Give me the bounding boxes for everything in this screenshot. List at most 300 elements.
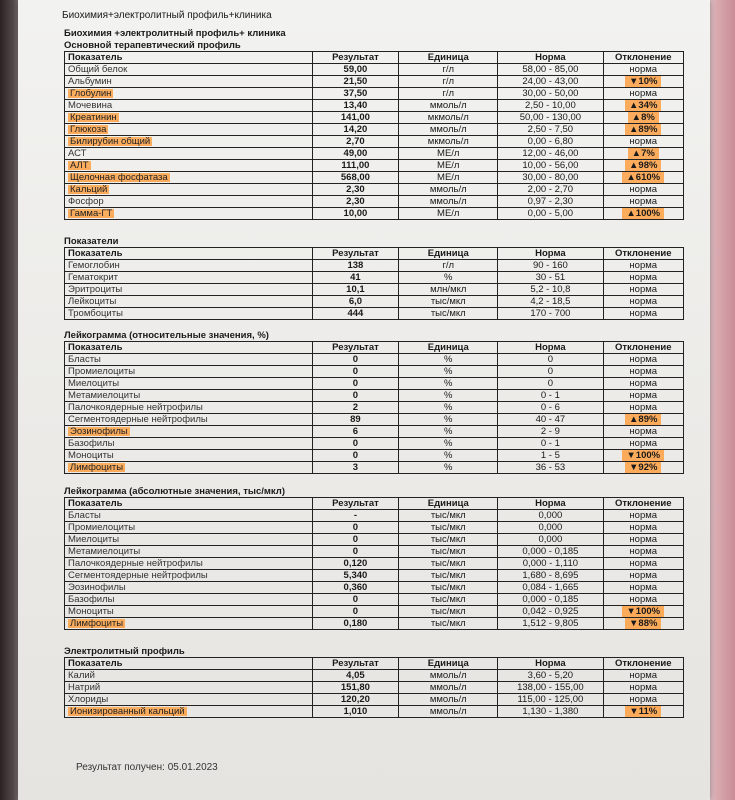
unit: ммоль/л <box>399 124 498 136</box>
deviation: норма <box>603 136 684 148</box>
table-row <box>65 438 684 450</box>
unit: ммоль/л <box>399 694 498 706</box>
reference-range: 40 - 47 <box>498 414 603 426</box>
unit: г/л <box>399 76 498 88</box>
reference-range: 4,2 - 18,5 <box>498 296 603 308</box>
document-sheet <box>18 0 710 800</box>
reference-range: 90 - 160 <box>498 260 603 272</box>
reference-range: 0,97 - 2,30 <box>498 196 603 208</box>
reference-range: 3,60 - 5,20 <box>498 670 603 682</box>
unit: МЕ/л <box>399 160 498 172</box>
table-row <box>65 112 684 124</box>
parameter-name: Эозинофилы <box>65 582 313 594</box>
column-header: Единица <box>399 52 498 64</box>
deviation: ▲100% <box>603 208 684 220</box>
table-row <box>65 522 684 534</box>
reference-range: 58,00 - 85,00 <box>498 64 603 76</box>
unit: тыс/мкл <box>399 522 498 534</box>
result-value: 0,360 <box>312 582 399 594</box>
column-header: Норма <box>498 658 603 670</box>
reference-range: 0,000 - 0,185 <box>498 594 603 606</box>
deviation: ▲98% <box>603 160 684 172</box>
result-value: 2,30 <box>312 196 399 208</box>
result-value: 0 <box>312 450 399 462</box>
reference-range: 36 - 53 <box>498 462 603 474</box>
result-value: 2 <box>312 402 399 414</box>
table-row <box>65 172 684 184</box>
column-header: Результат <box>312 498 399 510</box>
unit: мкмоль/л <box>399 136 498 148</box>
deviation: норма <box>603 570 684 582</box>
result-value: 0 <box>312 438 399 450</box>
page-title: Биохимия+электролитный профиль+клиника <box>62 10 272 21</box>
table-row <box>65 570 684 582</box>
deviation: норма <box>603 682 684 694</box>
parameter-name: Хлориды <box>65 694 313 706</box>
parameter-name: Лимфоциты <box>65 618 313 630</box>
reference-range: 0,00 - 6,80 <box>498 136 603 148</box>
unit: тыс/мкл <box>399 606 498 618</box>
parameter-name: Альбумин <box>65 76 313 88</box>
parameter-name: Кальций <box>65 184 313 196</box>
result-value: 111,00 <box>312 160 399 172</box>
deviation: норма <box>603 260 684 272</box>
reference-range: 0,000 - 1,110 <box>498 558 603 570</box>
table-row <box>65 450 684 462</box>
result-value: 138 <box>312 260 399 272</box>
unit: тыс/мкл <box>399 546 498 558</box>
table-row <box>65 510 684 522</box>
parameter-name: Промиелоциты <box>65 366 313 378</box>
parameter-name: Метамиелоциты <box>65 546 313 558</box>
result-value: 10,1 <box>312 284 399 296</box>
result-value: 0 <box>312 390 399 402</box>
results-table <box>64 247 684 320</box>
deviation: ▼92% <box>603 462 684 474</box>
reference-range: 1,130 - 1,380 <box>498 706 603 718</box>
unit: ммоль/л <box>399 670 498 682</box>
table-row <box>65 534 684 546</box>
table-row <box>65 582 684 594</box>
table-header-row <box>65 52 684 64</box>
reference-range: 0 - 6 <box>498 402 603 414</box>
reference-range: 115,00 - 125,00 <box>498 694 603 706</box>
table-row <box>65 694 684 706</box>
column-header: Отклонение <box>603 498 684 510</box>
deviation: ▲610% <box>603 172 684 184</box>
deviation: норма <box>603 402 684 414</box>
result-value: 2,70 <box>312 136 399 148</box>
table-row <box>65 160 684 172</box>
table-row <box>65 682 684 694</box>
section-leukogram-absolute <box>64 486 684 630</box>
unit: тыс/мкл <box>399 618 498 630</box>
parameter-name: Моноциты <box>65 606 313 618</box>
parameter-name: Базофилы <box>65 438 313 450</box>
result-date-footer: Результат получен: 05.01.2023 <box>76 762 218 773</box>
unit: % <box>399 378 498 390</box>
reference-range: 50,00 - 130,00 <box>498 112 603 124</box>
reference-range: 0 <box>498 354 603 366</box>
column-header: Единица <box>399 248 498 260</box>
unit: % <box>399 366 498 378</box>
unit: % <box>399 272 498 284</box>
result-value: 0 <box>312 378 399 390</box>
parameter-name: Сегментоядерные нейтрофилы <box>65 414 313 426</box>
table-row <box>65 390 684 402</box>
deviation: ▲89% <box>603 414 684 426</box>
unit: ммоль/л <box>399 706 498 718</box>
result-value: 141,00 <box>312 112 399 124</box>
deviation: норма <box>603 426 684 438</box>
deviation: норма <box>603 594 684 606</box>
result-value: 6,0 <box>312 296 399 308</box>
unit: % <box>399 450 498 462</box>
deviation: норма <box>603 284 684 296</box>
parameter-name: Сегментоядерные нейтрофилы <box>65 570 313 582</box>
table-row <box>65 208 684 220</box>
deviation: норма <box>603 558 684 570</box>
reference-range: 1 - 5 <box>498 450 603 462</box>
column-header: Единица <box>399 658 498 670</box>
unit: % <box>399 462 498 474</box>
table-row <box>65 606 684 618</box>
results-table <box>64 51 684 220</box>
result-value: 2,30 <box>312 184 399 196</box>
reference-range: 0 - 1 <box>498 438 603 450</box>
parameter-name: Натрий <box>65 682 313 694</box>
table-row <box>65 136 684 148</box>
parameter-name: Базофилы <box>65 594 313 606</box>
column-header: Результат <box>312 248 399 260</box>
deviation: норма <box>603 670 684 682</box>
unit: тыс/мкл <box>399 510 498 522</box>
deviation: норма <box>603 510 684 522</box>
unit: % <box>399 354 498 366</box>
result-value: 0 <box>312 522 399 534</box>
unit: % <box>399 402 498 414</box>
parameter-name: Метамиелоциты <box>65 390 313 402</box>
unit: МЕ/л <box>399 148 498 160</box>
results-table <box>64 497 684 630</box>
table-row <box>65 88 684 100</box>
result-value: 0 <box>312 534 399 546</box>
parameter-name: Креатинин <box>65 112 313 124</box>
section-title: Биохимия +электролитный профиль+ клиника <box>64 28 286 39</box>
table-row <box>65 426 684 438</box>
result-value: 14,20 <box>312 124 399 136</box>
parameter-name: Глюкоза <box>65 124 313 136</box>
table-row <box>65 378 684 390</box>
table-row <box>65 76 684 88</box>
result-value: 444 <box>312 308 399 320</box>
table-row <box>65 284 684 296</box>
reference-range: 24,00 - 43,00 <box>498 76 603 88</box>
parameter-name: Щелочная фосфатаза <box>65 172 313 184</box>
column-header: Отклонение <box>603 52 684 64</box>
reference-range: 30,00 - 80,00 <box>498 172 603 184</box>
table-row <box>65 100 684 112</box>
reference-range: 30,00 - 50,00 <box>498 88 603 100</box>
unit: ммоль/л <box>399 682 498 694</box>
deviation: норма <box>603 378 684 390</box>
section-electrolyte-profile <box>64 646 684 718</box>
result-value: 89 <box>312 414 399 426</box>
table-row <box>65 414 684 426</box>
deviation: норма <box>603 534 684 546</box>
deviation: норма <box>603 184 684 196</box>
table-row <box>65 64 684 76</box>
result-value: 120,20 <box>312 694 399 706</box>
table-header-row <box>65 248 684 260</box>
table-row <box>65 462 684 474</box>
table-row <box>65 618 684 630</box>
deviation: ▼11% <box>603 706 684 718</box>
section-subtitle: Электролитный профиль <box>64 646 185 657</box>
section-therapeutic-profile <box>64 28 684 220</box>
unit: тыс/мкл <box>399 558 498 570</box>
deviation: ▼88% <box>603 618 684 630</box>
unit: % <box>399 426 498 438</box>
column-header: Единица <box>399 498 498 510</box>
column-header: Отклонение <box>603 342 684 354</box>
column-header: Показатель <box>65 658 313 670</box>
parameter-name: Гемоглобин <box>65 260 313 272</box>
unit: % <box>399 438 498 450</box>
result-value: 10,00 <box>312 208 399 220</box>
result-value: 5,340 <box>312 570 399 582</box>
parameter-name: Гематокрит <box>65 272 313 284</box>
unit: тыс/мкл <box>399 534 498 546</box>
deviation: ▲7% <box>603 148 684 160</box>
column-header: Показатель <box>65 248 313 260</box>
reference-range: 0,000 <box>498 510 603 522</box>
deviation: норма <box>603 366 684 378</box>
result-value: 568,00 <box>312 172 399 184</box>
deviation: ▼100% <box>603 450 684 462</box>
section-subtitle: Лейкограмма (относительные значения, %) <box>64 330 269 341</box>
parameter-name: Бласты <box>65 510 313 522</box>
deviation: норма <box>603 582 684 594</box>
reference-range: 1,680 - 8,695 <box>498 570 603 582</box>
unit: ммоль/л <box>399 100 498 112</box>
column-header: Результат <box>312 342 399 354</box>
deviation: норма <box>603 64 684 76</box>
unit: млн/мкл <box>399 284 498 296</box>
reference-range: 0 <box>498 366 603 378</box>
reference-range: 0,000 <box>498 534 603 546</box>
column-header: Отклонение <box>603 248 684 260</box>
reference-range: 0 - 1 <box>498 390 603 402</box>
unit: г/л <box>399 88 498 100</box>
deviation: ▲8% <box>603 112 684 124</box>
parameter-name: Мочевина <box>65 100 313 112</box>
reference-range: 0,000 <box>498 522 603 534</box>
reference-range: 30 - 51 <box>498 272 603 284</box>
deviation: норма <box>603 308 684 320</box>
column-header: Единица <box>399 342 498 354</box>
unit: г/л <box>399 260 498 272</box>
result-value: 0 <box>312 366 399 378</box>
reference-range: 2,00 - 2,70 <box>498 184 603 196</box>
result-value: 0 <box>312 354 399 366</box>
deviation: норма <box>603 296 684 308</box>
deviation: ▼100% <box>603 606 684 618</box>
table-header-row <box>65 658 684 670</box>
result-value: 59,00 <box>312 64 399 76</box>
unit: МЕ/л <box>399 208 498 220</box>
unit: ммоль/л <box>399 184 498 196</box>
parameter-name: Гамма-ГТ <box>65 208 313 220</box>
parameter-name: Эозинофилы <box>65 426 313 438</box>
deviation: норма <box>603 196 684 208</box>
table-row <box>65 670 684 682</box>
parameter-name: Глобулин <box>65 88 313 100</box>
column-header: Результат <box>312 658 399 670</box>
result-value: 1,010 <box>312 706 399 718</box>
result-value: 3 <box>312 462 399 474</box>
parameter-name: Общий белок <box>65 64 313 76</box>
table-row <box>65 272 684 284</box>
unit: тыс/мкл <box>399 296 498 308</box>
parameter-name: Билирубин общий <box>65 136 313 148</box>
table-row <box>65 594 684 606</box>
reference-range: 0 <box>498 378 603 390</box>
unit: % <box>399 390 498 402</box>
result-value: 6 <box>312 426 399 438</box>
deviation: норма <box>603 272 684 284</box>
section-subtitle: Лейкограмма (абсолютные значения, тыс/мкл) <box>64 486 285 497</box>
section-indicators <box>64 236 684 320</box>
unit: г/л <box>399 64 498 76</box>
unit: тыс/мкл <box>399 570 498 582</box>
result-value: 4,05 <box>312 670 399 682</box>
result-value: 0 <box>312 606 399 618</box>
deviation: норма <box>603 522 684 534</box>
unit: % <box>399 414 498 426</box>
deviation: норма <box>603 88 684 100</box>
section-subtitle: Основной терапевтический профиль <box>64 40 241 51</box>
result-value: 37,50 <box>312 88 399 100</box>
result-value: 0 <box>312 546 399 558</box>
reference-range: 10,00 - 56,00 <box>498 160 603 172</box>
deviation: норма <box>603 438 684 450</box>
column-header: Показатель <box>65 342 313 354</box>
parameter-name: Промиелоциты <box>65 522 313 534</box>
parameter-name: Ионизированный кальций <box>65 706 313 718</box>
table-header-row <box>65 498 684 510</box>
unit: ммоль/л <box>399 196 498 208</box>
reference-range: 12,00 - 46,00 <box>498 148 603 160</box>
reference-range: 2,50 - 10,00 <box>498 100 603 112</box>
parameter-name: Лимфоциты <box>65 462 313 474</box>
table-row <box>65 296 684 308</box>
reference-range: 138,00 - 155,00 <box>498 682 603 694</box>
result-value: - <box>312 510 399 522</box>
result-value: 151,80 <box>312 682 399 694</box>
reference-range: 0,084 - 1,665 <box>498 582 603 594</box>
deviation: норма <box>603 546 684 558</box>
result-value: 0 <box>312 594 399 606</box>
results-table <box>64 341 684 474</box>
column-header: Результат <box>312 52 399 64</box>
parameter-name: АСТ <box>65 148 313 160</box>
reference-range: 5,2 - 10,8 <box>498 284 603 296</box>
column-header: Норма <box>498 498 603 510</box>
table-row <box>65 354 684 366</box>
parameter-name: Фосфор <box>65 196 313 208</box>
table-row <box>65 706 684 718</box>
unit: тыс/мкл <box>399 594 498 606</box>
reference-range: 0,000 - 0,185 <box>498 546 603 558</box>
unit: тыс/мкл <box>399 308 498 320</box>
deviation: ▲89% <box>603 124 684 136</box>
deviation: норма <box>603 694 684 706</box>
table-row <box>65 260 684 272</box>
parameter-name: АЛТ <box>65 160 313 172</box>
column-header: Норма <box>498 248 603 260</box>
reference-range: 2,50 - 7,50 <box>498 124 603 136</box>
parameter-name: Миелоциты <box>65 534 313 546</box>
result-value: 41 <box>312 272 399 284</box>
deviation: ▲34% <box>603 100 684 112</box>
result-value: 0,180 <box>312 618 399 630</box>
reference-range: 2 - 9 <box>498 426 603 438</box>
parameter-name: Бласты <box>65 354 313 366</box>
results-table <box>64 657 684 718</box>
column-header: Норма <box>498 342 603 354</box>
table-row <box>65 184 684 196</box>
deviation: ▼10% <box>603 76 684 88</box>
table-header-row <box>65 342 684 354</box>
unit: МЕ/л <box>399 172 498 184</box>
column-header: Показатель <box>65 498 313 510</box>
column-header: Норма <box>498 52 603 64</box>
result-value: 21,50 <box>312 76 399 88</box>
reference-range: 0,00 - 5,00 <box>498 208 603 220</box>
section-subtitle: Показатели <box>64 236 119 247</box>
parameter-name: Миелоциты <box>65 378 313 390</box>
deviation: норма <box>603 354 684 366</box>
result-value: 49,00 <box>312 148 399 160</box>
parameter-name: Палочкоядерные нейтрофилы <box>65 402 313 414</box>
parameter-name: Тромбоциты <box>65 308 313 320</box>
result-value: 0,120 <box>312 558 399 570</box>
deviation: норма <box>603 390 684 402</box>
result-value: 13,40 <box>312 100 399 112</box>
table-row <box>65 308 684 320</box>
table-row <box>65 124 684 136</box>
parameter-name: Калий <box>65 670 313 682</box>
parameter-name: Палочкоядерные нейтрофилы <box>65 558 313 570</box>
unit: тыс/мкл <box>399 582 498 594</box>
parameter-name: Эритроциты <box>65 284 313 296</box>
table-row <box>65 148 684 160</box>
column-header: Показатель <box>65 52 313 64</box>
column-header: Отклонение <box>603 658 684 670</box>
table-row <box>65 196 684 208</box>
reference-range: 170 - 700 <box>498 308 603 320</box>
unit: мкмоль/л <box>399 112 498 124</box>
table-row <box>65 558 684 570</box>
table-row <box>65 546 684 558</box>
section-leukogram-relative <box>64 330 684 474</box>
parameter-name: Лейкоциты <box>65 296 313 308</box>
reference-range: 0,042 - 0,925 <box>498 606 603 618</box>
parameter-name: Моноциты <box>65 450 313 462</box>
table-row <box>65 402 684 414</box>
reference-range: 1,512 - 9,805 <box>498 618 603 630</box>
